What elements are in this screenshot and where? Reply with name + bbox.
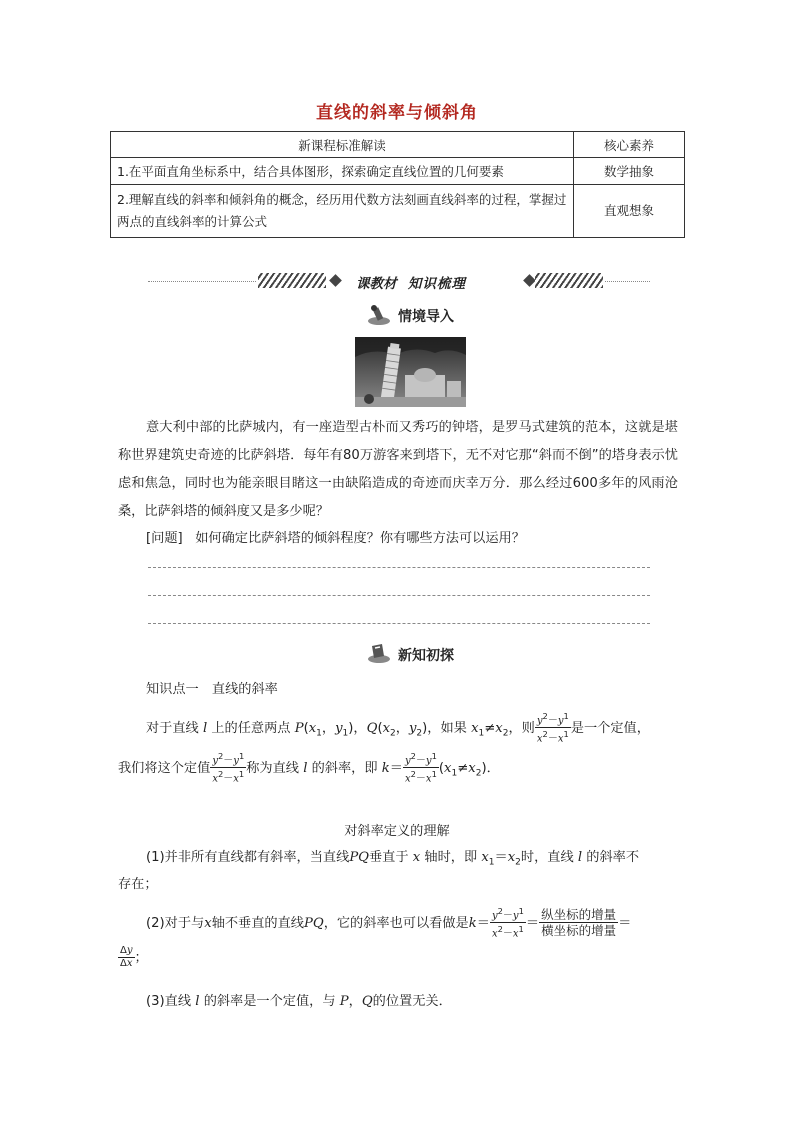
page-title: 直线的斜率与倾斜角 bbox=[316, 103, 478, 123]
table-cell: 直观想象 bbox=[574, 185, 685, 238]
knowledge-point-title: 知识点一 直线的斜率 bbox=[146, 682, 278, 697]
question-tag: [问题] bbox=[146, 531, 183, 546]
slope-fraction: $\frac{y^2-y^1}{x^2-x^1}$ bbox=[212, 751, 245, 785]
text-fragment: 轴时，即 bbox=[424, 850, 478, 865]
banner-right-text: 知识梳理 bbox=[407, 276, 466, 292]
section-heading-new-knowledge: 新知初探 bbox=[398, 648, 454, 664]
slope-definition-line-1: 对于直线 l 上的任意两点 $P(x_1$，$y_1$)，$Q(x_2$，$y_2$)，如果 $x_1\ne x_2$，则 $\frac{y^2-y^1}{x^2-x^1}$ 是一个定值， bbox=[146, 711, 650, 745]
note-2-continued: $\frac{\Delta y}{\Delta x}$ ； bbox=[120, 945, 148, 969]
standards-table bbox=[110, 131, 685, 238]
text-fragment: 上的任意两点 bbox=[211, 720, 291, 736]
text-fragment: (1)并非所有直线都有斜率，当直线 bbox=[146, 850, 350, 865]
note-1: (1)并非所有直线都有斜率，当直线PQ垂直于 x 轴时，即 $x_1=x_2$时，直线 l 的斜率不 bbox=[146, 850, 640, 868]
note-3: (3)直线 l 的斜率是一个定值，与 P，Q的位置无关． bbox=[146, 994, 452, 1009]
text-fragment: 的斜率，即 bbox=[311, 760, 378, 776]
intro-text: 意大利中部的比萨城内，有一座造型古朴而又秀巧的钟塔，是罗马式建筑的范本，这就是堪称世界建筑史奇迹的比萨斜塔．每年有80万游客来到塔下，无不对它那“斜而不倒”的塔身表示忧虑和焦急，同时也为能亲眼目睹这一由缺陷造成的奇迹而庆幸万分．那么经过600多年的风雨沧桑，比萨斜塔的倾斜度又是多少呢？ bbox=[118, 420, 678, 519]
fraction-denominator: 横坐标的增量 bbox=[541, 923, 617, 939]
text-fragment: ，如果 bbox=[427, 720, 467, 736]
increment-fraction bbox=[539, 907, 618, 938]
text-fragment: 时，直线 bbox=[520, 850, 574, 865]
text-fragment: 垂直于 bbox=[369, 850, 409, 865]
text-fragment: 轴不垂直的直线 bbox=[211, 915, 304, 931]
question-text: 如何确定比萨斜塔的倾斜程度？你有哪些方法可以运用？ bbox=[195, 531, 525, 546]
text-fragment: 的斜率不 bbox=[586, 850, 640, 865]
banner-stripe-right bbox=[535, 273, 603, 288]
slope-fraction: $\frac{y^2-y^1}{x^2-x^1}$ bbox=[491, 906, 524, 940]
text-fragment: 的斜率是一个定值，与 bbox=[203, 994, 336, 1009]
sub-title: 对斜率定义的理解 bbox=[344, 824, 450, 839]
answer-line bbox=[148, 623, 650, 624]
table-row bbox=[111, 158, 685, 185]
note-1-continued: 存在； bbox=[118, 877, 158, 892]
banner-dotted-line-left bbox=[148, 281, 256, 282]
table-cell: 2.理解直线的斜率和倾斜角的概念，经历用代数方法刻画直线斜率的过程，掌握过两点的直线斜率的计算公式 bbox=[111, 185, 574, 238]
pisa-tower-photo bbox=[355, 337, 466, 407]
banner-diamond-left bbox=[329, 274, 342, 287]
text-fragment: ，它的斜率也可以看做是 bbox=[323, 915, 469, 931]
table-header-cell: 新课程标准解读 bbox=[111, 132, 574, 158]
table-header-cell: 核心素养 bbox=[574, 132, 685, 158]
table-cell: 1.在平面直角坐标系中，结合具体图形，探索确定直线位置的几何要素 bbox=[111, 158, 574, 185]
text-fragment: 我们将这个定值 bbox=[118, 760, 211, 776]
text-fragment: 称为直线 bbox=[246, 760, 299, 776]
answer-line bbox=[148, 595, 650, 596]
intro-paragraph bbox=[118, 414, 678, 526]
text-fragment: ，则 bbox=[508, 720, 535, 736]
text-fragment: (3)直线 bbox=[146, 994, 192, 1009]
table-cell: 数学抽象 bbox=[574, 158, 685, 185]
new-knowledge-icon bbox=[366, 642, 392, 668]
text-fragment: (2)对于与 bbox=[146, 915, 205, 931]
banner-left-text: 课教材 bbox=[356, 276, 397, 292]
question-line bbox=[146, 527, 525, 546]
fraction-numerator: 纵坐标的增量 bbox=[541, 907, 617, 923]
text-fragment: ． bbox=[486, 760, 500, 776]
banner-title bbox=[356, 272, 516, 292]
slope-formula: $\frac{y^2-y^1}{x^2-x^1}$ bbox=[404, 751, 437, 785]
scene-icon bbox=[366, 304, 392, 330]
slope-definition-line-2: 我们将这个定值 $\frac{y^2-y^1}{x^2-x^1}$ 称为直线 l 的斜率，即 k＝ $\frac{y^2-y^1}{x^2-x^1}$ $(x_1\ne x_2)$． bbox=[118, 751, 500, 785]
banner-dotted-line-right bbox=[605, 281, 650, 282]
section-heading-scene: 情境导入 bbox=[398, 309, 454, 325]
text-fragment: 对于直线 bbox=[146, 720, 199, 736]
table-header-row bbox=[111, 132, 685, 158]
banner-stripe-left bbox=[258, 273, 326, 288]
text-fragment: 的位置无关． bbox=[372, 994, 452, 1009]
note-2: (2)对于与x轴不垂直的直线PQ，它的斜率也可以看做是k＝ $\frac{y^2-y^1}{x^2-x^1}$ ＝ $\frac{\text{纵坐标的增量}}{\text{横坐标的增量}}$ ＝ bbox=[146, 906, 632, 940]
delta-fraction: $\frac{\Delta y}{\Delta x}$ bbox=[120, 945, 133, 969]
banner-diamond-right bbox=[523, 274, 536, 287]
slope-fraction: $\frac{y^2-y^1}{x^2-x^1}$ bbox=[536, 711, 569, 745]
answer-line bbox=[148, 567, 650, 568]
text-fragment: 是一个定值， bbox=[570, 720, 650, 736]
table-row bbox=[111, 185, 685, 238]
